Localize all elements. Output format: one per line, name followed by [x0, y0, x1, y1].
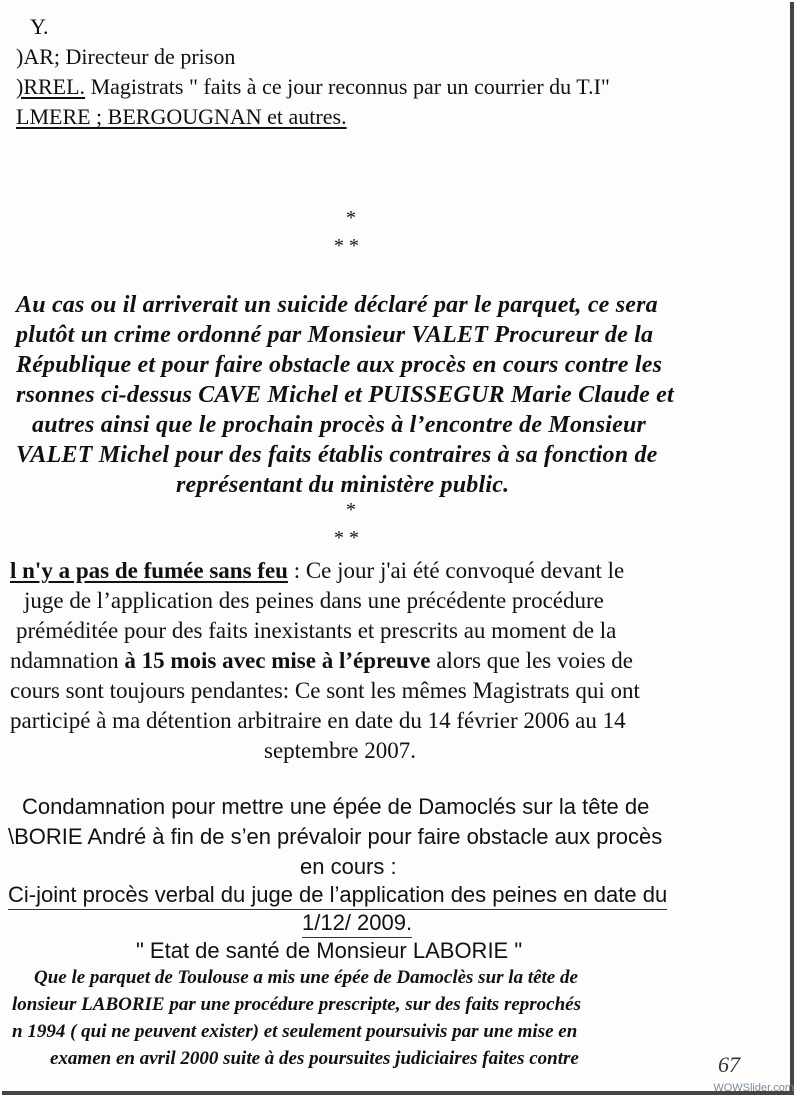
warning-line: Au cas ou il arriverait un suicide déclaré par le parquet, ce sera [16, 292, 658, 318]
body-line: participé à ma détention arbitraire en date du 14 février 2006 au 14 [10, 708, 626, 733]
body-line: préméditée pour des faits inexistants et prescrits au moment de la [16, 618, 617, 643]
condamnation-line: en cours : [300, 854, 397, 879]
header-line-3-rest: Magistrats " faits à ce jour reconnus par un courrier du T.I" [85, 74, 610, 99]
page-number: 67 [718, 1052, 740, 1077]
condamnation-line: Condamnation pour mettre une épée de Damoclés sur la tête de [22, 794, 650, 819]
asterisk-pair: * * [334, 235, 359, 257]
health-title: " Etat de santé de Monsieur LABORIE " [136, 938, 523, 963]
warning-line: rsonnes ci-dessus CAVE Michel et PUISSEGUR Marie Claude et [16, 382, 674, 408]
asterisk-pair: * * [334, 527, 359, 549]
header-line-3 [16, 74, 610, 100]
attachment-line: Ci-joint procès verbal du juge de l’application des peines en date du [8, 882, 667, 910]
warning-line: représentant du ministère public. [176, 472, 510, 498]
final-line: n 1994 ( qui ne peuvent exister) et seulement poursuivis par une mise en [12, 1021, 578, 1042]
attachment-date: 1/12/ 2009. [302, 910, 412, 938]
highlighted-sentence: à 15 mois avec mise à l’épreuve [124, 648, 431, 673]
final-line: Que le parquet de Toulouse a mis une épée de Damoclès sur la tête de [34, 967, 578, 988]
warning-line: République et pour faire obstacle aux procès en cours contre les [16, 352, 663, 378]
final-line: lonsieur LABORIE par une procédure prescripte, sur des faits reprochés [12, 994, 581, 1015]
warning-line: VALET Michel pour des faits établis contraires à sa fonction de [16, 442, 658, 468]
header-line-3-underlined: )RREL. [16, 74, 86, 99]
warning-line: autres ainsi que le prochain procès à l’encontre de Monsieur [32, 412, 647, 438]
body-text: ndamnation [10, 648, 125, 673]
body-text: alors que les voies de [430, 648, 634, 673]
document-page [2, 2, 794, 1095]
final-line: examen en avril 2000 suite à des poursuites judiciaires faites contre [50, 1048, 579, 1069]
warning-line: plutôt un crime ordonné par Monsieur VALET Procureur de la [16, 322, 654, 348]
condamnation-line: \BORIE André à fin de s’en prévaloir pour faire obstacle aux procès [8, 824, 663, 849]
body-line: cours sont toujours pendantes: Ce sont les mêmes Magistrats qui ont [10, 678, 640, 703]
body-line: septembre 2007. [264, 738, 417, 763]
header-line-1: Y. [30, 14, 49, 39]
section-heading: l n'y a pas de fumée sans feu [10, 558, 288, 583]
body-line: juge de l’application des peines dans une précédente procédure [24, 588, 604, 613]
header-line-4: LMERE ; BERGOUGNAN et autres. [16, 104, 347, 129]
body-line-rest: : Ce jour j'ai été convoqué devant le [287, 558, 625, 583]
asterisk-top: * [346, 499, 356, 521]
body-line [10, 558, 624, 584]
watermark: WOWSlider.com [713, 1082, 794, 1094]
body-line [10, 648, 633, 674]
asterisk-top: * [346, 207, 356, 229]
header-line-2: )AR; Directeur de prison [16, 44, 236, 69]
